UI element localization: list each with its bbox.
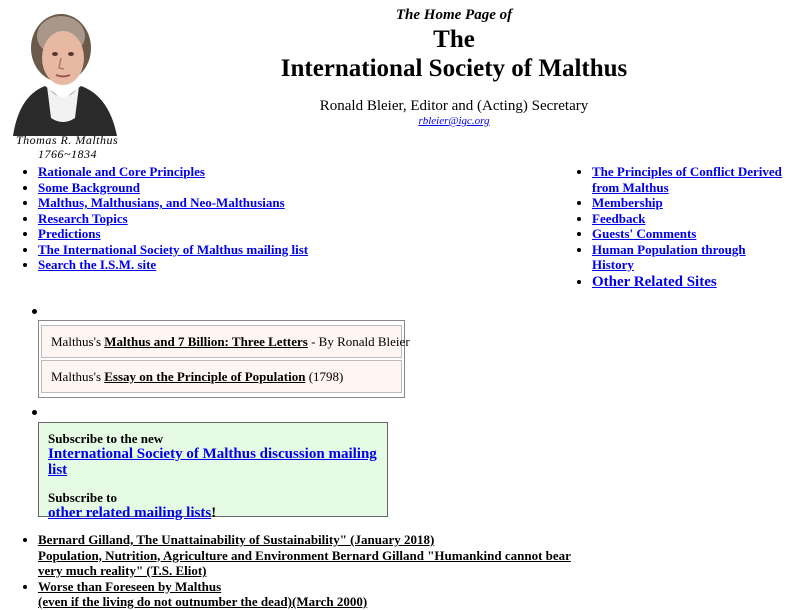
list-bullet xyxy=(32,309,37,314)
article-link[interactable]: Population, Nutrition, Agriculture and Environment Bernard Gilland "Humankind cannot bear very much reality" (T.S. Eliot) xyxy=(38,547,571,578)
portrait-caption-name: Thomas R. Malthus xyxy=(16,133,119,147)
nav-mailing-list-link[interactable]: The International Society of Malthus mailing list xyxy=(38,241,309,257)
nav-right-item xyxy=(592,164,788,195)
nav-background-link[interactable]: Some Background xyxy=(38,179,140,195)
article-link[interactable]: Bernard Gilland, The Unattainability of Sustainability" (January 2018) xyxy=(38,532,435,547)
nav-left-item xyxy=(38,257,308,273)
exclamation: ! xyxy=(211,505,217,521)
nav-right-item xyxy=(592,226,788,242)
list-bullet xyxy=(32,410,37,415)
editor-line: Ronald Bleier, Editor and (Acting) Secretary xyxy=(319,98,589,114)
nav-human-population-link[interactable]: Human Population through History xyxy=(592,241,746,272)
featured-suffix: - By Ronald Bleier xyxy=(307,334,410,349)
nav-malthusians-link[interactable]: Malthus, Malthusians, and Neo-Malthusians xyxy=(38,195,285,210)
page-title-line1: The xyxy=(433,26,475,53)
nav-rationale-link[interactable]: Rationale and Core Principles xyxy=(38,164,205,179)
discussion-list-link[interactable]: International Society of Malthus discussion mailing list xyxy=(48,446,377,478)
nav-right-item xyxy=(592,211,788,227)
portrait-caption-years: 1766~1834 xyxy=(38,147,97,161)
nav-left-item xyxy=(38,226,308,242)
subscribe-label: Subscribe to xyxy=(48,490,117,505)
nav-left-item xyxy=(38,195,308,211)
nav-right-item xyxy=(592,242,788,273)
portrait-image xyxy=(5,8,120,136)
nav-right-item xyxy=(592,273,788,291)
related-lists-link[interactable]: other related mailing lists xyxy=(48,505,212,521)
nav-related-sites-link[interactable]: Other Related Sites xyxy=(592,273,717,290)
nav-search-link[interactable]: Search the I.S.M. site xyxy=(38,257,157,272)
featured-suffix: (1798) xyxy=(305,369,344,384)
article-item xyxy=(38,532,578,579)
subscribe-box xyxy=(38,422,388,521)
page-header xyxy=(120,6,788,127)
nav-research-link[interactable]: Research Topics xyxy=(38,210,128,226)
nav-predictions-link[interactable]: Predictions xyxy=(38,226,101,241)
nav-left-list xyxy=(38,164,308,273)
nav-feedback-link[interactable]: Feedback xyxy=(592,210,646,226)
featured-prefix: Malthus's xyxy=(51,369,105,384)
nav-right-item xyxy=(592,195,788,211)
nav-left-item xyxy=(38,211,308,227)
nav-guests-link[interactable]: Guests' Comments xyxy=(592,226,697,241)
article-link[interactable]: (even if the living do not outnumber the dead)(March 2000) xyxy=(38,594,368,609)
featured-row xyxy=(41,360,402,393)
articles-list xyxy=(38,532,578,610)
featured-prefix: Malthus's xyxy=(51,334,105,349)
subscribe-label: Subscribe to the new xyxy=(48,431,164,446)
editor-email-link[interactable]: rbleier@igc.org xyxy=(418,115,490,127)
pretitle: The Home Page of xyxy=(395,7,513,23)
featured-row xyxy=(41,325,410,358)
article-link[interactable]: Worse than Foreseen by Malthus xyxy=(38,578,222,594)
nav-left-item xyxy=(38,180,308,196)
featured-essays-box xyxy=(38,320,410,398)
nav-left-item xyxy=(38,164,308,180)
nav-membership-link[interactable]: Membership xyxy=(592,195,663,210)
nav-right-list xyxy=(592,164,788,291)
nav-left-item xyxy=(38,242,308,258)
essay-principle-link[interactable]: Essay on the Principle of Population xyxy=(104,369,306,384)
three-letters-link[interactable]: Malthus and 7 Billion: Three Letters xyxy=(104,334,308,349)
page-title-line2: International Society of Malthus xyxy=(280,55,628,82)
nav-conflict-link[interactable]: The Principles of Conflict Derived from Malthus xyxy=(592,164,782,195)
article-item xyxy=(38,579,578,610)
